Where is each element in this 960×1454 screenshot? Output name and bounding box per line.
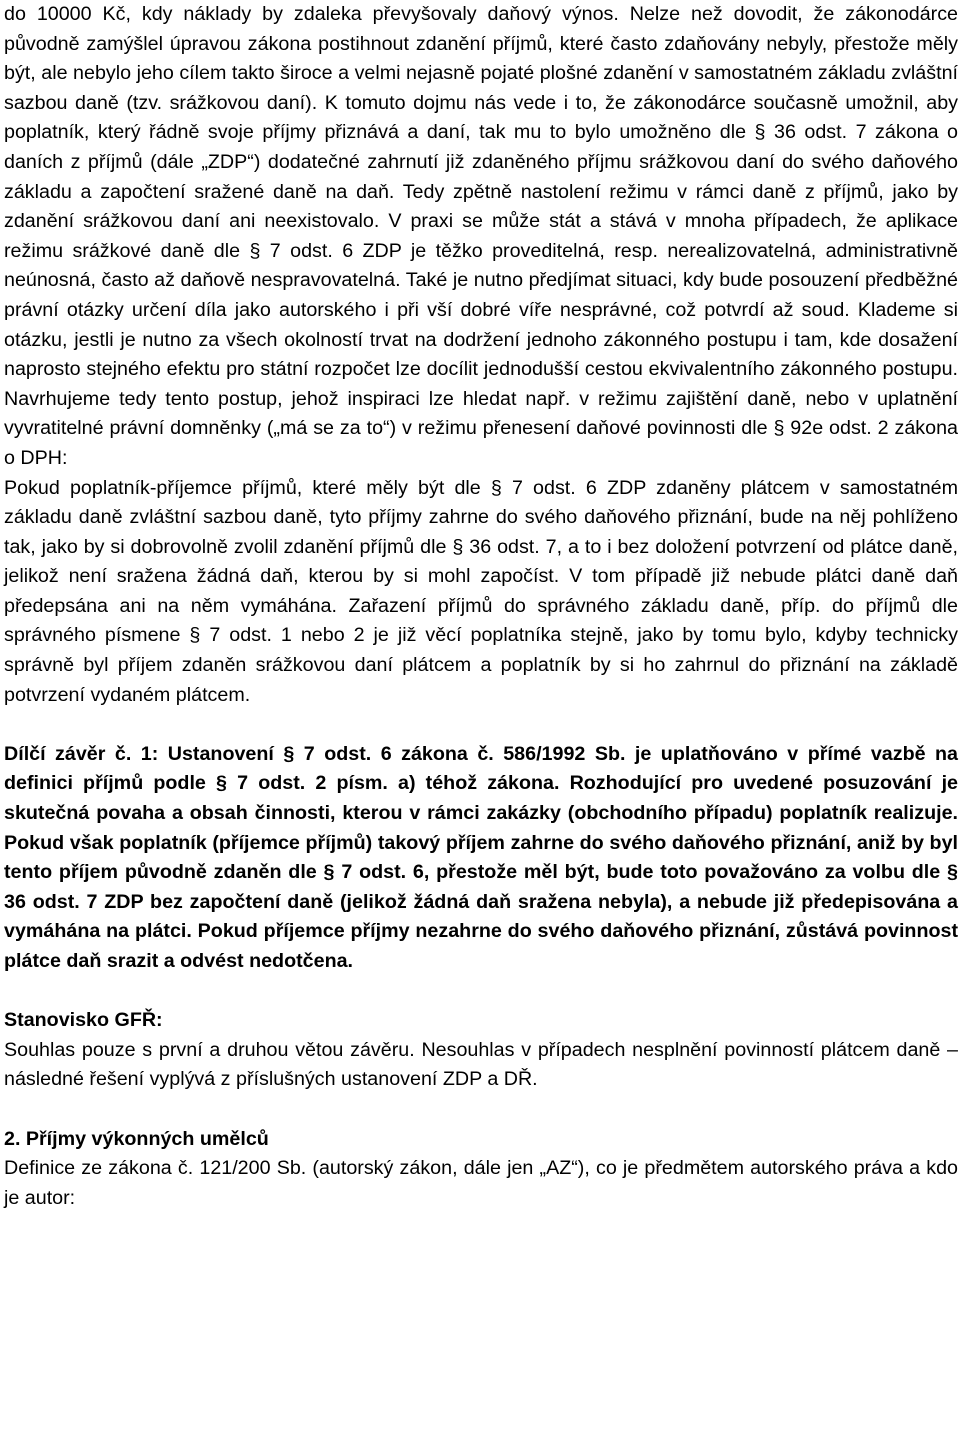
gfr-statement: Souhlas pouze s první a druhou větou závěru. Nesouhlas v případech nesplnění povinností plátcem daně – následné řešení vyplývá z příslušných ustanovení ZDP a DŘ. [4,1038,958,1091]
gfr-heading: Stanovisko GFŘ: [4,1009,163,1032]
body-paragraph: do 10000 Kč, kdy náklady by zdaleka převyšovaly daňový výnos. Nelze než dovodit, že zákonodárce původně zamýšlel úpravou zákona postihnout zdanění příjmů, které často zdaňovány nebyly, přestože měly být, ale nebylo jeho cílem takto široce a velmi nejasně pojaté plošné zdanění v samostatném základu zvláštní sazbou daně (tzv. srážkovou daní). K tomuto dojmu nás vede i to, že zákonodárce současně umožnil, aby poplatník, který řádně svoje příjmy přiznává a daní, tak mu to bylo umožněno dle § 36 odst. 7 zákona o daních z příjmů (dále „ZDP“) dodatečné zahrnutí již zdaněného příjmu srážkovou daní do svého daňového základu a započtení sražené daně na daň. Tedy zpětně nastolení režimu v rámci daně z příjmů, jako by zdanění srážkovou daní ani neexistovalo. V praxi se může stát a stává v mnoha případech, že aplikace režimu srážkové daně dle § 7 odst. 6 ZDP je těžko proveditelná, resp. nerealizovatelná, administrativně neúnosná, často až daňově nespravovatelná. Také je nutno předjímat situaci, kdy bude posouzení předběžné právní otázky určení díla jako autorského i při vší dobré víře nesprávné, což potvrdí až soud. Klademe si otázku, jestli je nutno za všech okolností trvat na dodržení jednoho zákonného postupu i tam, kde dosažení naprosto stejného efektu pro státní rozpočet lze docílit jednodušší cestou ekvivalentního zákonného postupu. Navrhujeme tedy tento postup, jehož inspiraci lze hledat např. v režimu zajištění daně, nebo v uplatnění vyvratitelné právní domněnky („má se za to“) v režimu přenesení daňové povinnosti dle § 92e odst. 2 zákona o DPH: [4,3,958,469]
spacer [4,710,958,740]
section-heading: 2. Příjmy výkonných umělců [4,1127,269,1150]
spacer [4,977,958,1007]
section-text: Definice ze zákona č. 121/200 Sb. (autorský zákon, dále jen „AZ“), co je předmětem autorského práva a kdo je autor: [4,1157,958,1209]
spacer [4,1095,958,1125]
proposal-paragraph: Pokud poplatník-příjemce příjmů, které měly být dle § 7 odst. 6 ZDP zdaněny plátcem v samostatném základu daně zvláštní sazbou daně, tyto příjmy zahrne do svého daňového přiznání, bude na něj pohlíženo tak, jako by si dobrovolně zvolil zdanění příjmů dle § 36 odst. 7, a to i bez doložení potvrzení od plátce daně, jelikož není sražena žádná daň, kterou by si mohl započíst. V tom případě již nebude plátci daně daň předepsána ani na něm vymáhána. Zařazení příjmů do správného základu daně, příp. do příjmů dle správného písmene § 7 odst. 1 nebo 2 je již věcí poplatníka stejně, jako by tomu bylo, kdyby technicky správně byl příjem zdaněn srážkovou daní plátcem a poplatník by si ho zahrnul do přiznání na základě potvrzení vydaném plátcem. [4,476,958,706]
partial-conclusion: Dílčí závěr č. 1: Ustanovení § 7 odst. 6 zákona č. 586/1992 Sb. je uplatňováno v přímé vazbě na definici příjmů podle § 7 odst. 2 písm. a) téhož zákona. Rozhodující pro uvedené posuzování je skutečná povaha a obsah činnosti, kterou v rámci zakázky (obchodního případu) poplatník realizuje. Pokud však poplatník (příjemce příjmů) takový příjem zahrne do svého daňového přiznání, aniž by byl tento příjem původně zdaněn dle § 7 odst. 6, přestože měl být, bude toto považováno za volbu dle § 36 odst. 7 ZDP bez započtení daně (jelikož žádná daň sražena nebyla), a nebude již předepisována a vymáhána na plátci. Pokud příjemce příjmy nezahrne do svého daňového přiznání, zůstává povinnost plátce daň srazit a odvést nedotčena. [4,742,958,972]
